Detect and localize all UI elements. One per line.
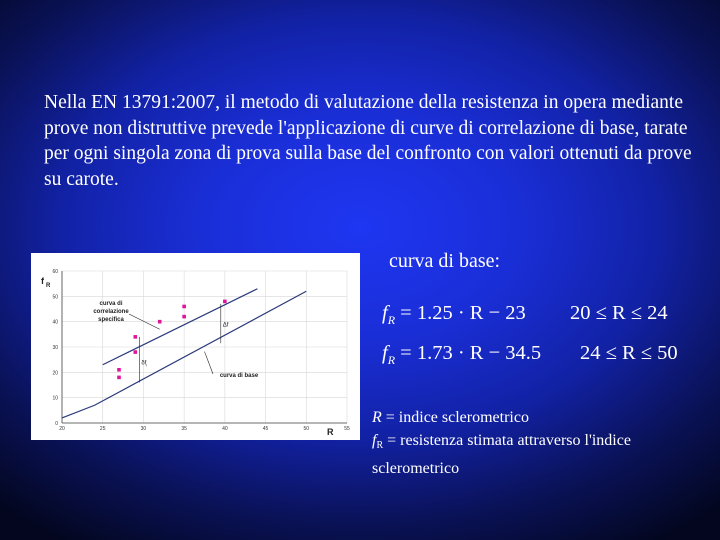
x-tick-label: 55 xyxy=(344,426,350,432)
specific-curve-line xyxy=(103,289,258,365)
legend-fr-var: f xyxy=(372,432,377,449)
equation-2 xyxy=(382,342,678,368)
data-point xyxy=(223,300,227,304)
data-point xyxy=(133,335,137,339)
base-label-leader xyxy=(205,352,214,374)
legend-r-text: = indice sclerometrico xyxy=(381,409,529,426)
data-point xyxy=(133,350,137,354)
data-point xyxy=(158,320,162,324)
y-tick-label: 30 xyxy=(52,345,58,351)
specific-curve-label: correlazione xyxy=(93,309,129,315)
base-curve-caption: curva di base: xyxy=(389,250,501,272)
chart-svg xyxy=(31,253,360,440)
y-tick-label: 50 xyxy=(52,294,58,301)
eq1-lhs-sub: R xyxy=(387,313,396,327)
y-tick-label: 60 xyxy=(52,269,58,275)
y-tick-label: 10 xyxy=(52,395,58,402)
intro-paragraph: Nella EN 13791:2007, il metodo di valutazione della resistenza in opera mediante prove non distruttive prevede l'applicazione di curve di correlazione di base, tarate per ogni singola zona di prova sulla base del confronto con valori ottenuti da prove su carote. xyxy=(44,92,692,190)
y-tick-label: 40 xyxy=(52,319,58,326)
delta-fi-label: δf xyxy=(141,360,147,367)
equation-1 xyxy=(382,302,668,328)
x-tick-label: 25 xyxy=(99,426,106,432)
specific-curve-label: specifica xyxy=(98,317,124,323)
x-tick-label: 30 xyxy=(140,426,147,432)
legend-fr-sub: R xyxy=(376,440,384,451)
x-axis-label: R xyxy=(327,427,334,437)
delta-fi-label-sub: i xyxy=(146,362,148,368)
x-tick-label: 45 xyxy=(262,426,269,432)
eq1-rhs: = 1.25 · R − 23 xyxy=(400,302,526,324)
data-point xyxy=(117,368,121,372)
eq2-lhs-var: f xyxy=(382,342,388,364)
eq2-lhs-sub: R xyxy=(387,353,396,367)
y-tick-label: 20 xyxy=(52,370,58,377)
data-point xyxy=(182,315,186,319)
eq2-condition: 24 ≤ R ≤ 50 xyxy=(580,342,678,364)
data-point xyxy=(182,305,186,309)
x-tick-label: 40 xyxy=(222,426,228,432)
x-tick-label: 50 xyxy=(303,426,310,432)
legend-fr xyxy=(372,429,712,480)
delta-f-label: Δf xyxy=(222,322,229,329)
legend-fr-text: = resistenza stimata attraverso l'indice sclerometrico xyxy=(372,432,631,477)
eq1-lhs-var: f xyxy=(382,302,388,324)
correlation-chart xyxy=(31,253,360,440)
eq1-condition: 20 ≤ R ≤ 24 xyxy=(570,302,668,324)
base-curve-label: curva di base xyxy=(219,373,259,379)
y-tick-label: 0 xyxy=(55,421,58,427)
y-axis-label-sub: R xyxy=(46,283,51,289)
eq2-rhs: = 1.73 · R − 34.5 xyxy=(400,342,542,364)
x-tick-label: 35 xyxy=(181,426,187,432)
legend-r-symbol: R xyxy=(372,409,382,426)
x-tick-label: 20 xyxy=(59,426,65,432)
specific-curve-label: curva di xyxy=(99,301,123,307)
symbol-legend xyxy=(372,406,712,480)
y-axis-label: f xyxy=(41,276,44,286)
legend-r xyxy=(372,406,712,429)
data-point xyxy=(117,376,121,380)
